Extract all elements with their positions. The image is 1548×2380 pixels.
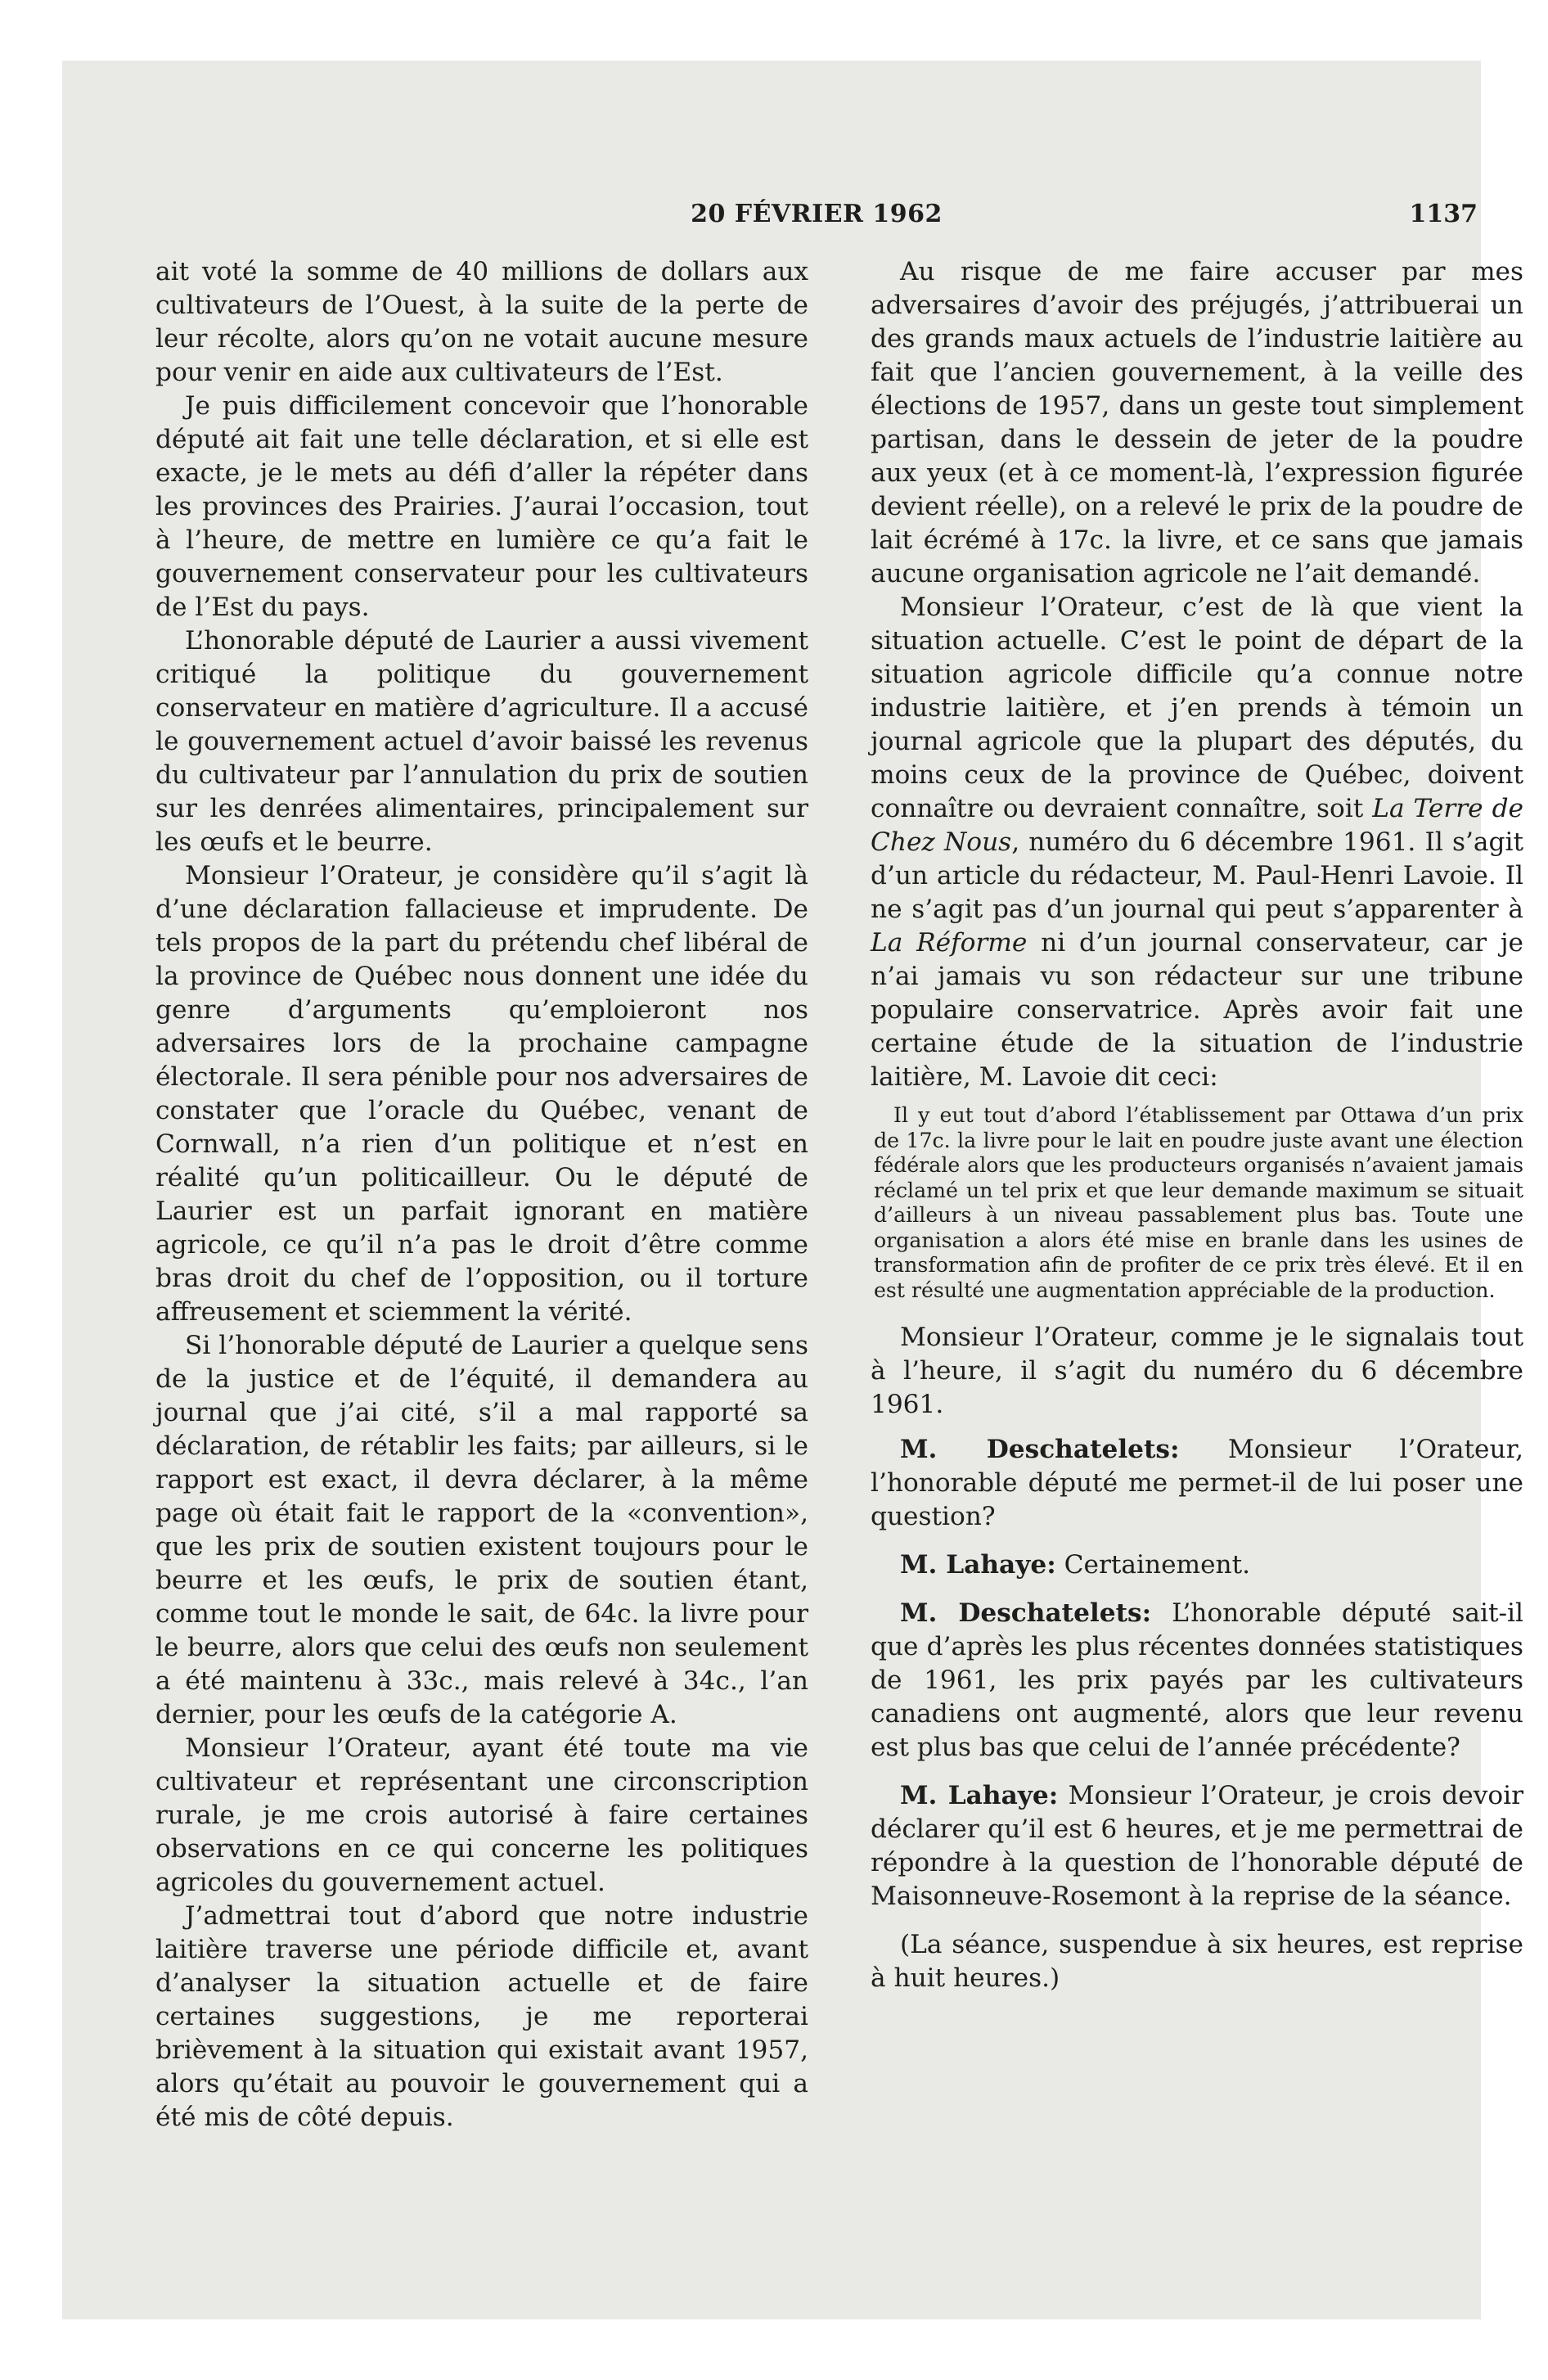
paragraph: Monsieur l’Orateur, comme je le signalais tout à l’heure, il s’agit du numéro du 6 décembre 1961. bbox=[871, 1323, 1523, 1419]
paragraph: Je puis difficilement concevoir que l’honorable député ait fait une telle déclaration, et si elle est exacte, je le mets au défi d’aller la répéter dans les provinces des Prairies. J’aurai l’occasion, tout à l’heure, de mettre en lumière ce qu’a fait le gouvernement conservateur pour les cultivateurs de l’Est du pays. bbox=[155, 391, 808, 622]
speech-text: Monsieur l’Orateur, je crois devoir déclarer qu’il est 6 heures, et je me permettrai de répondre à la question de l’honorable député de Maisonneuve-Rosemont à la reprise de la séance. bbox=[871, 1781, 1523, 1911]
paragraph: Si l’honorable député de Laurier a quelque sens de la justice et de l’équité, il demandera au journal que j’ai cité, s’il a mal rapporté sa déclaration, de rétablir les faits; par ailleurs, si le rapport est exact, il devra déclarer, à la même page où était fait le rapport de la «convention», que les prix de soutien existent toujours pour le beurre et les œufs, le prix de soutien étant, comme tout le monde le sait, de 64c. la livre pour le beurre, alors que celui des œufs non seulement a été maintenu à 33c., mais relevé à 34c., l’an dernier, pour les œufs de la catégorie A. bbox=[155, 1331, 808, 1729]
speech-text: Certainement. bbox=[1055, 1550, 1251, 1580]
page-number: 1137 bbox=[1409, 200, 1478, 228]
left-column bbox=[155, 255, 808, 2134]
speaker-name: M. Lahaye: bbox=[900, 1781, 1059, 1810]
paragraph: Au risque de me faire accuser par mes adversaires d’avoir des préjugés, j’attribuerai un des grands maux actuels de l’industrie laitière au fait que l’ancien gouvernement, à la veille des élections de 1957, dans un geste tout simplement partisan, dans le dessein de jeter de la poudre aux yeux (et à ce moment-là, l’expression figurée devient réelle), on a relevé le prix de la poudre de lait écrémé à 17c. la livre, et ce sans que jamais aucune organisation agricole ne l’ait demandé. bbox=[871, 257, 1523, 588]
text-run: , numéro du 6 décembre 1961. Il s’agit d’un article du rédacteur, M. Paul-Henri Lavoie. Il ne s’agit pas d’un journal qui peut s’apparenter à bbox=[871, 827, 1523, 924]
speech-paragraph bbox=[871, 1433, 1523, 1534]
paragraph bbox=[871, 591, 1523, 1094]
speech-paragraph bbox=[871, 1597, 1523, 1765]
closing-note: (La séance, suspendue à six heures, est reprise à huit heures.) bbox=[871, 1930, 1523, 1993]
newspaper-title: La Réforme bbox=[871, 928, 1028, 958]
paragraph: J’admettrai tout d’abord que notre industrie laitière traverse une période difficile et, avant d’analyser la situation actuelle et de faire certaines suggestions, je me reporterai brièvement à la situation qui existait avant 1957, alors qu’était au pouvoir le gouvernement qui a été mis de côté depuis. bbox=[155, 1901, 808, 2132]
header-date: 20 FÉVRIER 1962 bbox=[691, 200, 943, 228]
page-header bbox=[155, 200, 1478, 232]
speech-paragraph bbox=[871, 1779, 1523, 1913]
right-column bbox=[871, 255, 1523, 1995]
page-sheet bbox=[62, 61, 1524, 2319]
speech-text: L’honorable député sait-il que d’après les plus récentes données statistiques de 1961, les prix payés par les cultivateurs canadiens ont augmenté, alors que leur revenu est plus bas que celui de l’année précédente? bbox=[871, 1598, 1523, 1762]
text-run: Monsieur l’Orateur, c’est de là que vient la situation actuelle. C’est le point de départ de la situation agricole difficile qu’a connue notre industrie laitière, et j’en prends à témoin un journal agricole que la plupart des députés, du moins ceux de la province de Québec, doivent connaître ou devraient connaître, soit bbox=[871, 593, 1523, 823]
speaker-name: M. Deschatelets: bbox=[900, 1435, 1180, 1464]
paragraph: Monsieur l’Orateur, ayant été toute ma vie cultivateur et représentant une circonscription rurale, je me crois autorisé à faire certaines observations en ce qui concerne les politiques agricoles du gouvernement actuel. bbox=[155, 1733, 808, 1897]
speaker-name: M. Lahaye: bbox=[900, 1550, 1056, 1580]
text-run: ni d’un journal conservateur, car je n’ai jamais vu son rédacteur sur une tribune populaire conservatrice. Après avoir fait une certaine étude de la situation de l’industrie laitière, M. Lavoie dit ceci: bbox=[871, 928, 1524, 1092]
newspaper-title: La Terre de Chez Nous bbox=[871, 794, 1523, 857]
block-quote: Il y eut tout d’abord l’établissement par Ottawa d’un prix de 17c. la livre pour le lait en poudre juste avant une élection fédérale alors que les producteurs organisés n’avaient jamais réclamé un tel prix et que leur demande maximum se situait d’ailleurs à un niveau passablement plus bas. Toute une organisation a alors été mise en branle dans les usines de transformation afin de profiter de ce prix très élevé. Et il en est résulté une augmentation appréciable de la production. bbox=[874, 1103, 1523, 1302]
paragraph: L’honorable député de Laurier a aussi vivement critiqué la politique du gouvernement conservateur en matière d’agriculture. Il a accusé le gouvernement actuel d’avoir baissé les revenus du cultivateur par l’annulation du prix de soutien sur les denrées alimentaires, principalement sur les œufs et le beurre. bbox=[155, 626, 808, 857]
speech-paragraph bbox=[871, 1548, 1523, 1582]
paragraph: ait voté la somme de 40 millions de dollars aux cultivateurs de l’Ouest, à la suite de la perte de leur récolte, alors qu’on ne votait aucune mesure pour venir en aide aux cultivateurs de l’Est. bbox=[155, 257, 808, 387]
speaker-name: M. Deschatelets: bbox=[900, 1598, 1152, 1628]
speech-text: Monsieur l’Orateur, l’honorable député me permet-il de lui poser une question? bbox=[871, 1435, 1523, 1531]
paragraph: Monsieur l’Orateur, je considère qu’il s’agit là d’une déclaration fallacieuse et imprudente. De tels propos de la part du prétendu chef libéral de la province de Québec nous donnent une idée du genre d’arguments qu’emploieront nos adversaires lors de la prochaine campagne électorale. Il sera pénible pour nos adversaires de constater que l’oracle du Québec, venant de Cornwall, n’a rien d’un politique et n’est en réalité qu’un politicailleur. Ou le député de Laurier est un parfait ignorant en matière agricole, ce qu’il n’a pas le droit d’être comme bras droit du chef de l’opposition, ou il torture affreusement et sciemment la vérité. bbox=[155, 861, 808, 1327]
